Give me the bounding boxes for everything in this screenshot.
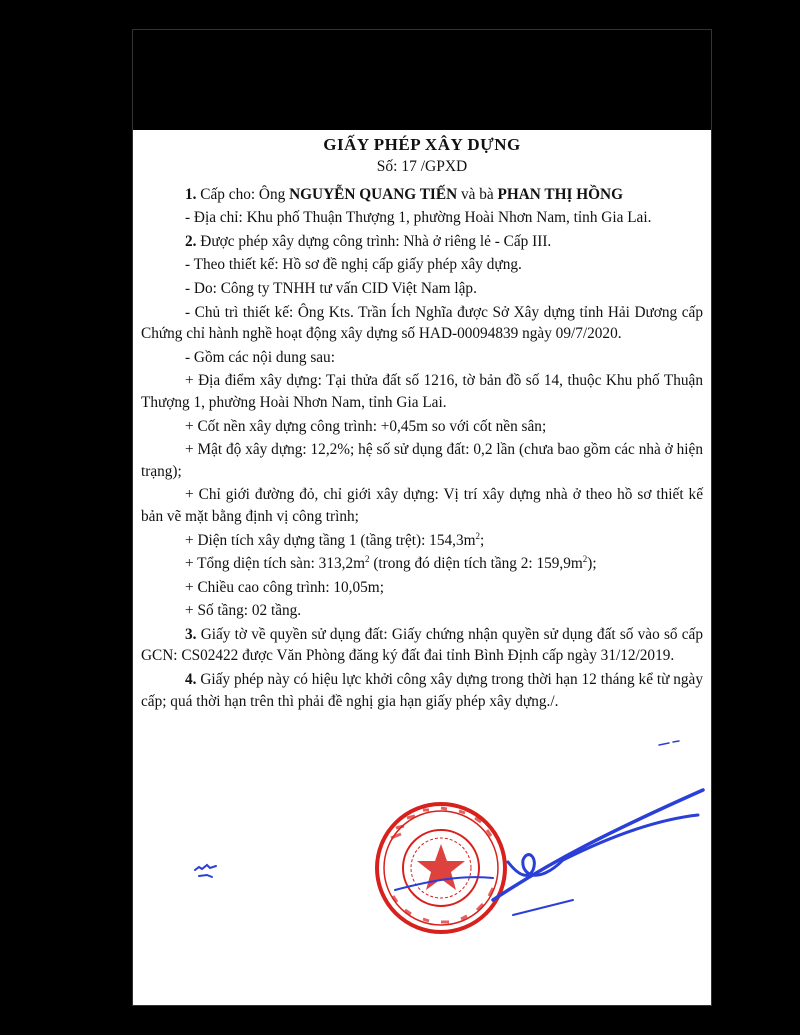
section-3-number: 3. xyxy=(185,625,197,643)
section-1-text-b: và bà xyxy=(457,185,498,203)
contents-intro: - Gồm các nội dung sau: xyxy=(185,348,335,366)
building-density: + Mật độ xây dựng: 12,2%; hệ số sử dụng đất: 0,2 lần (chưa bao gồm các nhà ở hiện trạng); xyxy=(141,441,703,480)
foundation-elevation: + Cốt nền xây dựng công trình: +0,45m so với cốt nền sân; xyxy=(185,417,547,435)
section-4-number: 4. xyxy=(185,671,197,689)
superscript-2: 2 xyxy=(475,530,480,541)
owner-name-2: PHAN THỊ HỒNG xyxy=(497,185,623,203)
section-1-number: 1. xyxy=(185,185,197,203)
section-2-number: 2. xyxy=(185,232,197,250)
owner-address: - Địa chỉ: Khu phố Thuận Thượng 1, phường Hoài Nhơn Nam, tỉnh Gia Lai. xyxy=(185,209,652,227)
section-2-text: Được phép xây dựng công trình: Nhà ở riêng lẻ - Cấp III. xyxy=(196,232,552,250)
section-3-text: Giấy tờ về quyền sử dụng đất: Giấy chứng nhận quyền sử dụng đất số vào sổ cấp GCN: CS02422 được Văn Phòng đăng ký đất đai tỉnh Bình Định cấp ngày 31/12/2019. xyxy=(141,625,703,665)
document-page xyxy=(133,30,711,1005)
section-1-text-a: Cấp cho: Ông xyxy=(196,185,290,203)
number-of-floors: + Số tầng: 02 tầng. xyxy=(185,602,302,620)
chief-designer: - Chủ trì thiết kế: Ông Kts. Trần Ích Nghĩa được Sở Xây dựng tỉnh Hải Dương cấp Chứng chỉ hành nghề hoạt động xây dựng số HAD-00094839 ngày 09/7/2020. xyxy=(141,303,703,343)
semicolon: ; xyxy=(480,531,485,549)
superscript-2: 2 xyxy=(365,554,370,564)
document-title: GIẤY PHÉP XÂY DỰNG xyxy=(323,135,521,154)
design-company: - Do: Công ty TNHH tư vấn CID Việt Nam lập. xyxy=(185,279,477,297)
permit-number: Số: 17 /GPXD xyxy=(376,158,468,175)
section-4-text: Giấy phép này có hiệu lực khởi công xây dựng trong thời hạn 12 tháng kể từ ngày cấp; quá thời hạn trên thì phải đề nghị gia hạn giấy phép xây dựng./. xyxy=(141,671,703,710)
design-basis: - Theo thiết kế: Hồ sơ đề nghị cấp giấy phép xây dựng. xyxy=(185,256,522,274)
boundary-lines: + Chỉ giới đường đỏ, chỉ giới xây dựng: Vị trí xây dựng nhà ở theo hồ sơ thiết kế bản vẽ mặt bằng định vị công trình; xyxy=(141,486,703,525)
signature-icon xyxy=(133,30,711,1005)
total-floor-area-a: + Tổng diện tích sàn: 313,2m xyxy=(185,555,365,573)
total-floor-area-b: (trong đó diện tích tầng 2: 159,9m xyxy=(369,555,583,573)
total-floor-area-c: ); xyxy=(587,555,597,573)
construction-location: + Địa điểm xây dựng: Tại thửa đất số 1216, tờ bản đồ số 14, thuộc Khu phố Thuận Thượng 1, phường Hoài Nhơn Nam, tỉnh Gia Lai. xyxy=(141,372,703,411)
floor1-area-text: + Diện tích xây dựng tầng 1 (tầng trệt): 154,3m xyxy=(185,531,476,549)
building-height: + Chiều cao công trình: 10,05m; xyxy=(185,578,384,596)
superscript-2: 2 xyxy=(582,554,588,564)
owner-name-1: NGUYỄN QUANG TIẾN xyxy=(289,185,458,203)
